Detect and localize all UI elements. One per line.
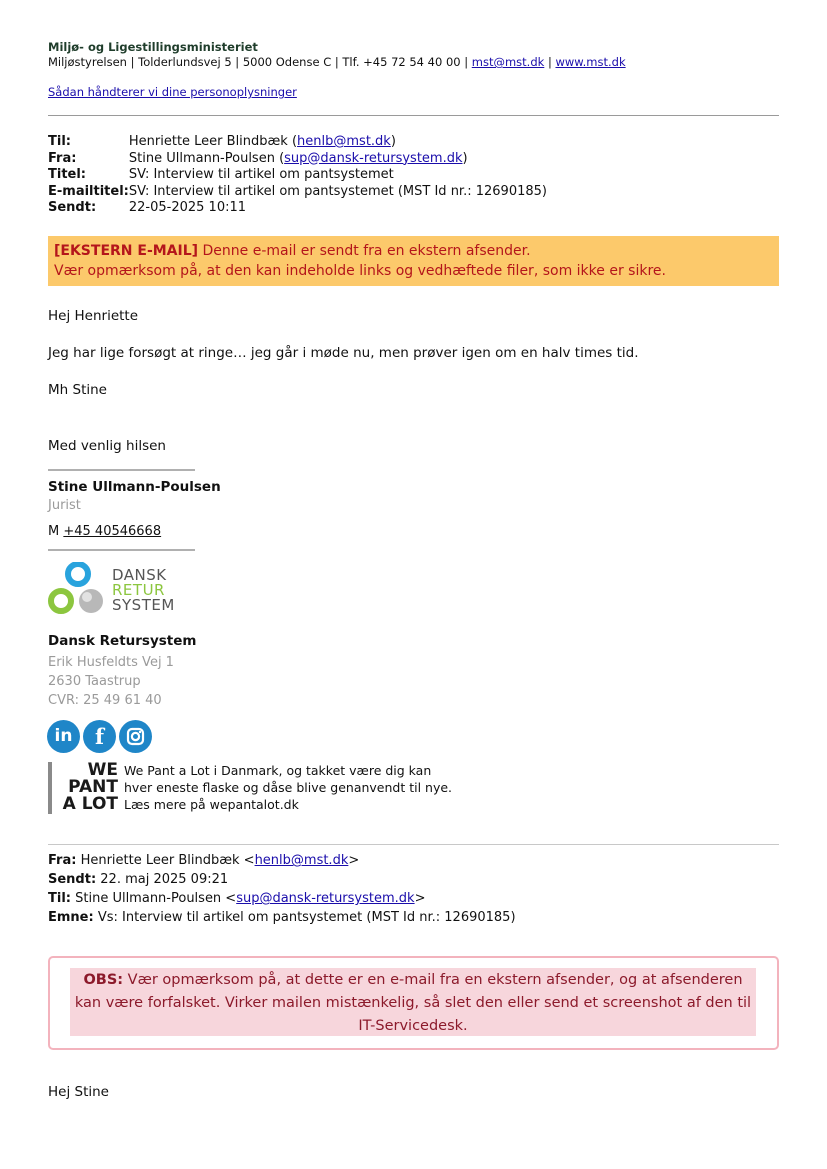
signature-divider [48, 549, 195, 551]
meta-from-name: Stine Ullmann-Poulsen ( [128, 150, 285, 166]
fwd-sent-row [48, 870, 516, 889]
org-email-link[interactable]: mst@mst.dk [471, 55, 545, 69]
meta-email-title-row [48, 184, 547, 201]
meta-sent-row [48, 200, 547, 217]
fwd-from-label: Fra: [48, 853, 77, 868]
fwd-sent-label: Sendt: [48, 872, 97, 887]
wepant-line1: WE [87, 760, 118, 780]
meta-from-label: Fra: [48, 150, 77, 166]
org-address: Miljøstyrelsen | Tolderlundsvej 5 | 5000 Odense C | Tlf. +45 72 54 40 00 | [48, 55, 472, 69]
fwd-subject-label: Emne: [48, 910, 94, 925]
message-body: Jeg har lige forsøgt at ringe… jeg går i møde nu, men prøver igen om en halv times tid. [48, 345, 639, 361]
signature-name: Stine Ullmann-Poulsen [48, 479, 221, 495]
privacy-link[interactable]: Sådan håndterer vi dine personoplysninger [48, 85, 297, 99]
reply-greeting: Hej Stine [48, 1084, 109, 1100]
instagram-icon[interactable] [119, 720, 152, 753]
meta-sent-label: Sendt: [48, 200, 97, 215]
signature-phone-line [48, 524, 161, 539]
fwd-sent-value: 22. maj 2025 09:21 [96, 872, 229, 887]
divider [48, 844, 779, 845]
wepant-line2: PANT [68, 777, 118, 797]
wepant-text2: hver eneste flaske og dåse blive genanvendt til nye. [124, 780, 453, 795]
obs-label: OBS: [83, 972, 124, 988]
instagram-glyph-icon [119, 720, 152, 753]
meta-to-email-link[interactable]: henlb@mst.dk [297, 134, 391, 149]
org-name: Miljø- og Ligestillingsministeriet [48, 40, 258, 54]
meta-to-row [48, 134, 547, 151]
org-website-link[interactable]: www.mst.dk [555, 55, 626, 69]
bracket: > [414, 891, 426, 906]
fwd-to-row [48, 889, 516, 908]
obs-text: Vær opmærksom på, at dette er en e-mail fra en ekstern afsender, og at afsenderen kan være forfalsket. Virker mailen mistænkelig, så slet den eller send et screenshot af den til IT-Servicedesk. [74, 972, 752, 1034]
company-name: Dansk Retursystem [48, 633, 197, 649]
fwd-subject-value: Vs: Interview til artikel om pantsystemet (MST Id nr.: 12690185) [93, 910, 516, 925]
linkedin-icon[interactable]: in [47, 720, 80, 753]
divider [48, 115, 779, 116]
message-closing: Mh Stine [48, 382, 107, 398]
separator: | [544, 55, 556, 69]
logo-text-system: SYSTEM [112, 596, 175, 614]
meta-title-value: SV: Interview til artikel om pantsystemet [128, 167, 394, 182]
company-cvr: CVR: 25 49 61 40 [48, 693, 162, 708]
meta-title-label: Titel: [48, 167, 87, 182]
logo-text-dansk: DANSK [112, 566, 167, 584]
company-address2: 2630 Taastrup [48, 674, 141, 689]
forwarded-header [48, 851, 516, 927]
wepant-description [124, 762, 452, 813]
meta-sent-value: 22-05-2025 10:11 [128, 200, 247, 215]
meta-to-name: Henriette Leer Blindbæk ( [128, 134, 298, 149]
email-meta [48, 134, 547, 217]
bracket: > [348, 853, 360, 868]
we-pant-a-lot-logo [48, 762, 118, 814]
banner-line1: Denne e-mail er sendt fra en ekstern afsender. [198, 243, 531, 259]
paren: ) [462, 150, 468, 166]
company-address1: Erik Husfeldts Vej 1 [48, 655, 174, 670]
logo-text-retur: RETUR [112, 581, 165, 599]
logo-circles-icon [48, 562, 108, 616]
banner-line2: Vær opmærksom på, at den kan indeholde links og vedhæftede filer, som ikke er sikre. [54, 263, 666, 279]
wepant-text3: Læs mere på wepantalot.dk [124, 797, 299, 812]
dansk-retursystem-logo [48, 562, 174, 616]
paren: ) [390, 134, 396, 149]
meta-email-title-label: E-mailtitel: [48, 183, 129, 199]
facebook-icon[interactable]: f [83, 720, 116, 753]
meta-email-title-value: SV: Interview til artikel om pantsystemet (MST Id nr.: 12690185) [128, 183, 547, 199]
phone-prefix: M [48, 524, 64, 539]
obs-warning [70, 968, 756, 1036]
org-contact-line [48, 55, 626, 69]
fwd-from-row [48, 851, 516, 870]
wepant-text1: We Pant a Lot i Danmark, og takket være dig kan [124, 763, 432, 778]
fwd-from-value: Henriette Leer Blindbæk < [76, 853, 255, 868]
signature-phone-link[interactable]: +45 40546668 [63, 524, 162, 539]
message-greeting: Hej Henriette [48, 308, 139, 324]
fwd-from-email-link[interactable]: henlb@mst.dk [254, 853, 349, 868]
wepant-line3: A LOT [62, 794, 118, 814]
meta-to-label: Til: [48, 134, 71, 149]
signature-divider [48, 469, 195, 471]
fwd-to-label: Til: [48, 891, 71, 906]
external-email-banner [48, 236, 779, 286]
signature-role: Jurist [48, 498, 81, 513]
fwd-to-value: Stine Ullmann-Poulsen < [70, 891, 237, 906]
message-regards: Med venlig hilsen [48, 438, 166, 454]
meta-title-row [48, 167, 547, 184]
meta-from-email-link[interactable]: sup@dansk-retursystem.dk [284, 150, 463, 166]
fwd-subject-row [48, 908, 516, 927]
logo-bar [48, 762, 52, 814]
banner-tag: [EKSTERN E-MAIL] [54, 243, 199, 259]
meta-from-row [48, 151, 547, 168]
fwd-to-email-link[interactable]: sup@dansk-retursystem.dk [236, 891, 415, 906]
